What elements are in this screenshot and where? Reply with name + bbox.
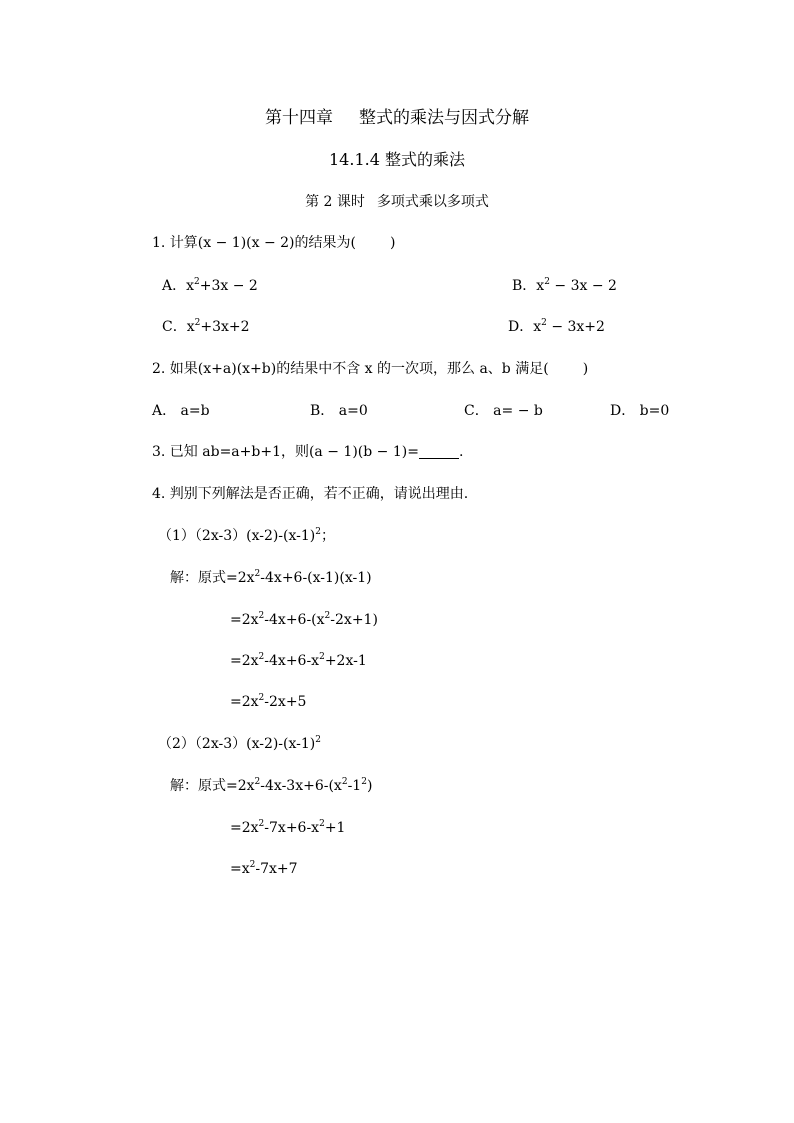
- question-2-option-c: C． a= − b: [464, 403, 543, 419]
- question-1-option-b: B．$x^2 - 3x - 2$: [512, 277, 617, 294]
- question-1-option-a: A．$x^2+3x - 2$: [162, 277, 258, 294]
- question-2-option-d: D． b=0: [610, 403, 670, 419]
- question-2-option-b: B． a=0: [310, 403, 368, 419]
- question-3-stem: 3. 已知 ab=a+b+1，则(a − 1)(b − 1)= .: [152, 444, 464, 460]
- question-4-part-2-solution-line-1: 解：原式$=2x^2-4x-3x+6-(x^2-1^2)$: [170, 777, 373, 794]
- question-1-option-d: D．$x^2 - 3x+2$: [508, 318, 605, 335]
- chapter-number: 第十四章: [265, 108, 333, 128]
- chapter-heading: [0, 108, 794, 128]
- question-2-stem: 2. 如果(x+a)(x+b)的结果中不含 x 的一次项，那么 a、b 满足( ): [152, 361, 589, 377]
- question-4-part-1-solution-line-3: $=2x^2-4x+6-x^2+2x-1$: [230, 652, 367, 669]
- question-4-part-2-solution-line-3: $=x^2-7x+7$: [230, 860, 298, 877]
- question-1-stem: 1. 计算(x − 1)(x − 2)的结果为( ): [152, 235, 396, 251]
- answer-blank[interactable]: [419, 444, 459, 459]
- question-4-part-1-solution-line-2: $=2x^2-4x+6-(x^2-2x+1)$: [230, 611, 378, 628]
- question-4-part-2-solution-line-2: $=2x^2-7x+6-x^2+1$: [230, 819, 346, 836]
- question-4-part-1-solution-line-1: 解：原式$=2x^2-4x+6-(x-1)(x-1)$: [170, 569, 372, 586]
- question-4-part-1-problem: $(1)(2x-3)(x-2)-(x-1)^2$；: [158, 527, 335, 544]
- lesson-heading: [0, 192, 794, 212]
- lesson-number: 第 2 课时: [305, 194, 365, 210]
- lesson-title: 多项式乘以多项式: [376, 194, 489, 210]
- section-title: 14.1.4 整式的乘法: [329, 150, 465, 169]
- question-1-option-c: C．$x^2+3x+2$: [162, 318, 250, 335]
- question-4-part-1-solution-line-4: $=2x^2-2x+5$: [230, 693, 307, 710]
- chapter-title: 整式的乘法与因式分解: [359, 108, 529, 128]
- question-4-stem: 4. 判别下列解法是否正确，若不正确，请说出理由.: [152, 486, 469, 502]
- question-2-option-a: A． a=b: [152, 403, 210, 419]
- question-4-part-2-problem: $(2)(2x-3)(x-2)-(x-1)^2$: [158, 735, 321, 752]
